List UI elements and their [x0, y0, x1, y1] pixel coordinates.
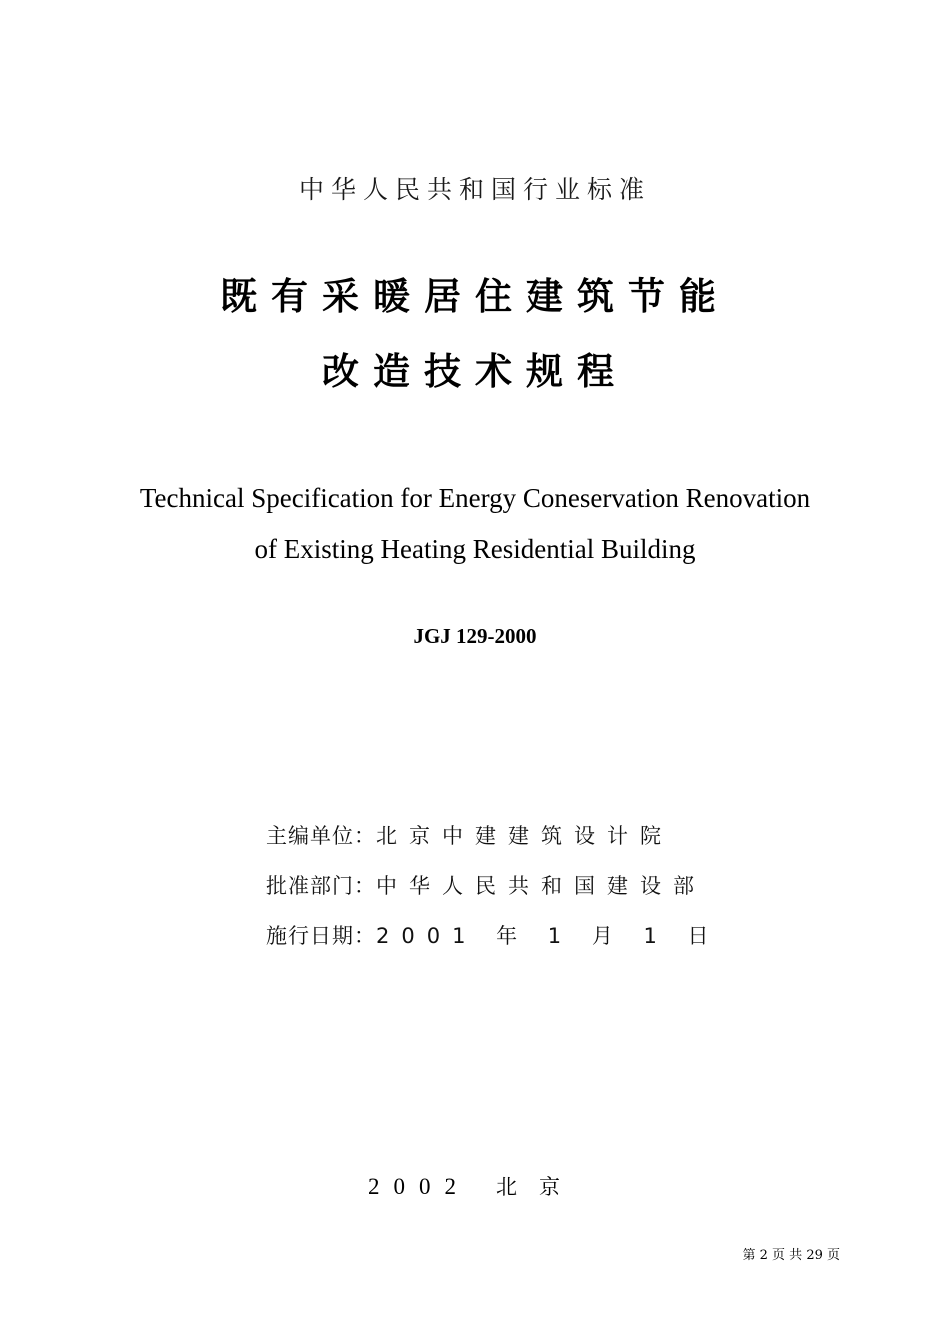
chinese-title-line-1: 既有采暖居住建筑节能	[220, 275, 730, 318]
chinese-title-line-2: 改造技术规程	[322, 350, 628, 393]
english-title-line-1: Technical Specification for Energy Coneservation Renovation	[139, 483, 811, 513]
effective-date-row	[266, 920, 721, 970]
page-indicator: 第 2 页 共 29 页	[742, 1248, 840, 1263]
approver-value: 中华人民共和国建设部	[376, 874, 706, 898]
english-title-line-2: of Existing Heating Residential Building	[254, 534, 696, 564]
industry-standard-heading: 中华人民共和国行业标准	[298, 175, 651, 204]
approver-row	[266, 870, 721, 920]
publication-city: 北京	[496, 1175, 582, 1199]
standard-code: JGJ 129-2000	[413, 624, 537, 648]
publication-line	[0, 1171, 950, 1201]
effective-date-label: 施行日期：	[266, 924, 376, 948]
publication-year: 2002	[368, 1174, 470, 1199]
editor-value: 北京中建建筑设计院	[376, 824, 673, 848]
editor-row	[266, 820, 721, 870]
info-block	[266, 820, 721, 970]
editor-label: 主编单位：	[266, 824, 376, 848]
approver-label: 批准部门：	[266, 874, 376, 898]
effective-date-value: 2001 年 1 月 1 日	[376, 924, 721, 948]
